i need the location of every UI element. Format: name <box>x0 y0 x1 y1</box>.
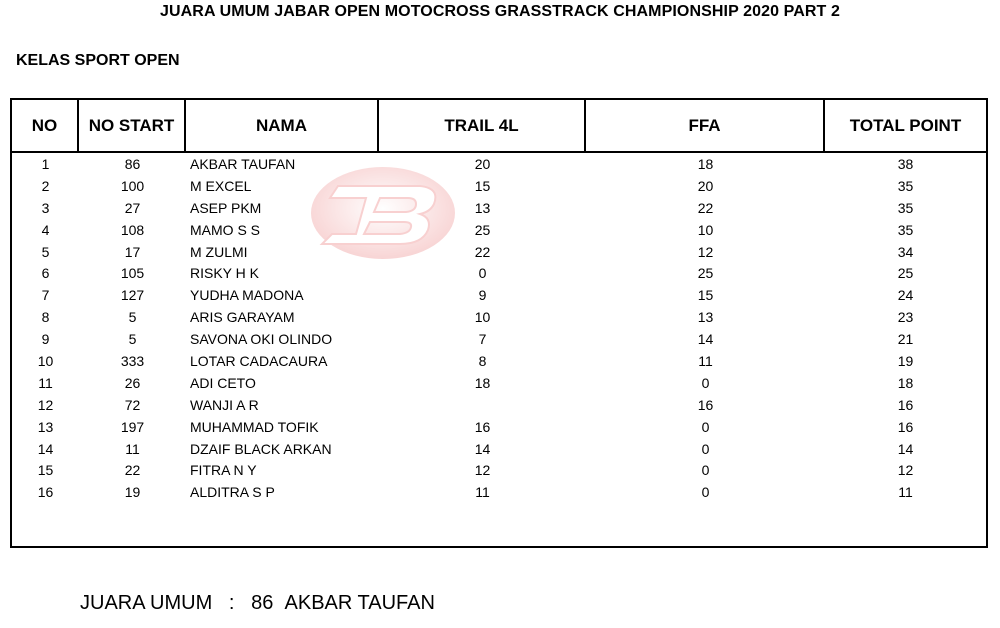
cell-no-start: 108 <box>120 221 145 238</box>
cell-trail-4l: 25 <box>474 221 491 238</box>
cell-no: 3 <box>41 199 50 216</box>
cell-trail-4l: 11 <box>475 484 490 501</box>
table-row <box>12 306 986 328</box>
results-table <box>10 98 988 548</box>
table-row <box>12 394 986 416</box>
table-row <box>12 481 986 503</box>
table-row <box>12 438 986 460</box>
cell-no-start: 86 <box>124 155 141 172</box>
champion-number: 86 <box>251 592 274 614</box>
cell-total-point: 35 <box>897 199 914 216</box>
cell-ffa: 15 <box>697 287 714 304</box>
cell-ffa: 12 <box>697 243 714 260</box>
cell-no-start: 127 <box>120 287 145 304</box>
table-row <box>12 197 986 219</box>
table-row <box>12 459 986 481</box>
cell-total-point: 35 <box>897 221 914 238</box>
cell-no: 7 <box>41 287 50 304</box>
cell-nama: MAMO S S <box>190 221 261 238</box>
table-header <box>12 100 986 153</box>
cell-ffa: 0 <box>701 484 710 501</box>
cell-no-start: 333 <box>120 352 145 369</box>
cell-total-point: 21 <box>897 331 914 348</box>
table-row <box>12 284 986 306</box>
col-header-no: NO <box>12 100 79 151</box>
cell-trail-4l: 16 <box>474 418 491 435</box>
table-body <box>12 153 986 503</box>
cell-ffa: 0 <box>701 462 710 479</box>
cell-no-start: 5 <box>128 331 137 348</box>
cell-trail-4l: 9 <box>478 287 487 304</box>
cell-no-start: 19 <box>124 484 141 501</box>
cell-nama: ASEP PKM <box>190 199 262 216</box>
cell-ffa: 11 <box>698 352 713 369</box>
cell-no: 12 <box>37 396 54 413</box>
table-row <box>12 175 986 197</box>
cell-no: 16 <box>37 484 54 501</box>
cell-total-point: 19 <box>897 352 914 369</box>
table-row <box>12 241 986 263</box>
table-row <box>12 153 986 175</box>
table-row <box>12 262 986 284</box>
cell-ffa: 14 <box>697 331 714 348</box>
cell-total-point: 23 <box>897 309 914 326</box>
cell-trail-4l: 12 <box>474 462 491 479</box>
cell-no-start: 72 <box>124 396 141 413</box>
col-header-trail-4l: TRAIL 4L <box>379 100 586 151</box>
champion-label: JUARA UMUM <box>80 592 213 614</box>
cell-nama: M ZULMI <box>190 243 248 260</box>
cell-trail-4l: 8 <box>478 352 487 369</box>
table-row <box>12 350 986 372</box>
cell-nama: FITRA N Y <box>190 462 257 479</box>
cell-no: 8 <box>41 309 50 326</box>
table-row <box>12 372 986 394</box>
cell-ffa: 10 <box>697 221 714 238</box>
cell-nama: AKBAR TAUFAN <box>190 155 296 172</box>
cell-nama: WANJI A R <box>190 396 259 413</box>
col-header-no-start: NO START <box>79 100 186 151</box>
cell-trail-4l: 15 <box>474 177 491 194</box>
cell-total-point: 12 <box>897 462 914 479</box>
cell-trail-4l: 20 <box>474 155 491 172</box>
cell-nama: DZAIF BLACK ARKAN <box>190 440 332 457</box>
cell-nama: ARIS GARAYAM <box>190 309 295 326</box>
cell-no: 15 <box>37 462 54 479</box>
cell-total-point: 34 <box>897 243 914 260</box>
cell-no: 4 <box>41 221 50 238</box>
cell-ffa: 16 <box>697 396 714 413</box>
cell-no-start: 26 <box>124 374 141 391</box>
cell-trail-4l: 22 <box>474 243 491 260</box>
cell-ffa: 0 <box>701 440 710 457</box>
cell-total-point: 16 <box>897 418 914 435</box>
table-row <box>12 219 986 241</box>
cell-nama: M EXCEL <box>190 177 252 194</box>
cell-trail-4l: 14 <box>474 440 491 457</box>
cell-no: 14 <box>37 440 54 457</box>
cell-no-start: 27 <box>124 199 141 216</box>
cell-ffa: 0 <box>701 374 710 391</box>
cell-no: 1 <box>41 155 50 172</box>
cell-nama: ADI CETO <box>190 374 256 391</box>
champion-name: AKBAR TAUFAN <box>284 592 435 614</box>
cell-no-start: 5 <box>128 309 137 326</box>
cell-no-start: 105 <box>120 265 145 282</box>
cell-nama: YUDHA MADONA <box>190 287 304 304</box>
cell-total-point: 11 <box>898 484 913 501</box>
cell-no-start: 11 <box>125 440 140 457</box>
overall-champion <box>80 592 435 615</box>
cell-total-point: 35 <box>897 177 914 194</box>
cell-trail-4l: 13 <box>474 199 491 216</box>
cell-ffa: 18 <box>697 155 714 172</box>
cell-nama: MUHAMMAD TOFIK <box>190 418 319 435</box>
table-row <box>12 416 986 438</box>
cell-total-point: 14 <box>897 440 914 457</box>
cell-no: 13 <box>37 418 54 435</box>
cell-nama: RISKY H K <box>190 265 259 282</box>
cell-no: 11 <box>38 374 53 391</box>
cell-total-point: 38 <box>897 155 914 172</box>
page-title: JUARA UMUM JABAR OPEN MOTOCROSS GRASSTRACK CHAMPIONSHIP 2020 PART 2 <box>160 3 840 20</box>
cell-no: 10 <box>37 352 54 369</box>
col-header-nama: NAMA <box>186 100 379 151</box>
champion-separator: : <box>228 592 235 614</box>
cell-ffa: 22 <box>697 199 714 216</box>
cell-no: 9 <box>41 331 50 348</box>
cell-ffa: 13 <box>697 309 714 326</box>
cell-total-point: 24 <box>897 287 914 304</box>
col-header-ffa: FFA <box>586 100 825 151</box>
cell-total-point: 16 <box>897 396 914 413</box>
cell-trail-4l: 7 <box>478 331 487 348</box>
cell-ffa: 0 <box>701 418 710 435</box>
cell-no-start: 197 <box>120 418 145 435</box>
cell-ffa: 20 <box>697 177 714 194</box>
cell-nama: SAVONA OKI OLINDO <box>190 331 333 348</box>
cell-no: 5 <box>41 243 50 260</box>
cell-trail-4l: 18 <box>474 374 491 391</box>
cell-no-start: 22 <box>124 462 141 479</box>
cell-nama: ALDITRA S P <box>190 484 275 501</box>
cell-ffa: 25 <box>697 265 714 282</box>
class-label: KELAS SPORT OPEN <box>16 52 180 69</box>
cell-nama: LOTAR CADACAURA <box>190 352 328 369</box>
table-row <box>12 328 986 350</box>
cell-no: 6 <box>41 265 50 282</box>
cell-trail-4l: 10 <box>474 309 491 326</box>
cell-no: 2 <box>41 177 50 194</box>
cell-total-point: 18 <box>897 374 914 391</box>
col-header-total-point: TOTAL POINT <box>849 115 962 135</box>
cell-no-start: 100 <box>120 177 145 194</box>
cell-total-point: 25 <box>897 265 914 282</box>
cell-trail-4l: 0 <box>478 265 487 282</box>
cell-no-start: 17 <box>124 243 141 260</box>
